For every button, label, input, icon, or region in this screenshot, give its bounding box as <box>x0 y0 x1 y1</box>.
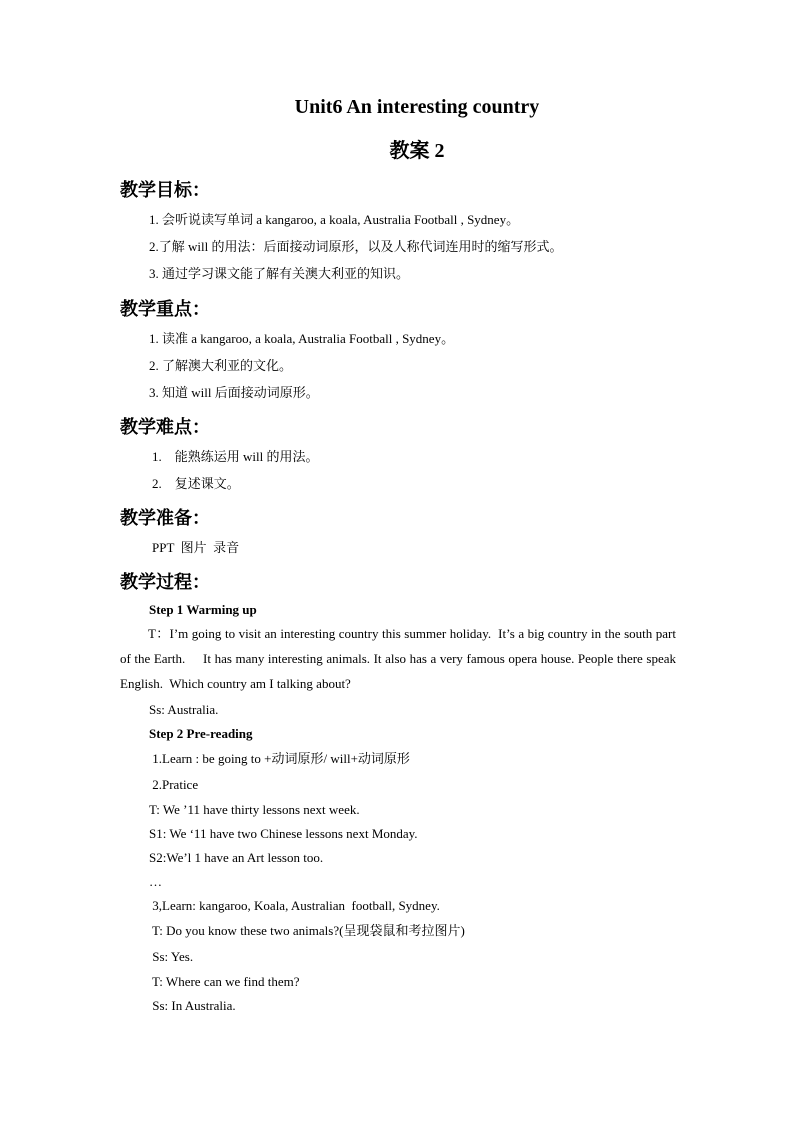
step2-line: S1: We ‘11 have two Chinese lessons next Monday. <box>149 826 418 841</box>
step2-line: Ss: Yes. <box>149 949 194 964</box>
objective-item: 3. 通过学习课文能了解有关澳大利亚的知识。 <box>149 266 410 281</box>
step1-answer: Ss: Australia. <box>149 702 219 717</box>
step2-line: Ss: In Australia. <box>149 998 236 1013</box>
difficulty-item: 2. 复述课文。 <box>152 476 240 491</box>
step2-line: … <box>149 874 162 889</box>
step1-title: Step 1 Warming up <box>149 602 257 617</box>
step2-line: T: Where can we find them? <box>149 974 300 989</box>
objective-item: 2.了解 will 的用法：后面接动词原形，以及人称代词连用时的缩写形式。 <box>149 239 563 254</box>
key-point-item: 3. 知道 will 后面接动词原形。 <box>149 385 319 400</box>
step2-title: Step 2 Pre-reading <box>149 726 253 741</box>
key-point-item: 2. 了解澳大利亚的文化。 <box>149 358 293 373</box>
step2-line: T: We ’11 have thirty lessons next week. <box>149 802 360 817</box>
key-point-item: 1. 读准 a kangaroo, a koala, Australia Football , Sydney。 <box>149 331 455 346</box>
key-points-heading: 教学重点： <box>120 299 210 320</box>
step1-paragraph: T：I’m going to visit an interesting country this summer holiday. It’s a big country in the south part of the Earth. It has many interesting animals. It also has a very famous opera house. People there speak English. Which country am I talking about? <box>120 626 680 691</box>
preparation-heading: 教学准备： <box>120 508 210 529</box>
step2-line: 2.Pratice <box>149 777 199 792</box>
step2-line: 1.Learn : be going to +动词原形/ will+动词原形 <box>149 751 410 766</box>
process-heading: 教学过程： <box>120 572 210 593</box>
objectives-heading: 教学目标： <box>120 180 210 201</box>
difficulty-item: 1. 能熟练运用 will 的用法。 <box>152 449 319 464</box>
step2-line: 3,Learn: kangaroo, Koala, Australian football, Sydney. <box>149 898 440 913</box>
objective-item: 1. 会听说读写单词 a kangaroo, a koala, Australia Football , Sydney。 <box>149 212 520 227</box>
difficulties-heading: 教学难点： <box>120 417 210 438</box>
step2-line: T: Do you know these two animals?(呈现袋鼠和考拉图片) <box>149 923 465 938</box>
document-title: Unit6 An interesting country <box>294 96 540 118</box>
preparation-text: PPT 图片 录音 <box>152 540 240 555</box>
document-subtitle: 教案 2 <box>389 140 445 162</box>
step2-line: S2:We’l 1 have an Art lesson too. <box>149 850 324 865</box>
